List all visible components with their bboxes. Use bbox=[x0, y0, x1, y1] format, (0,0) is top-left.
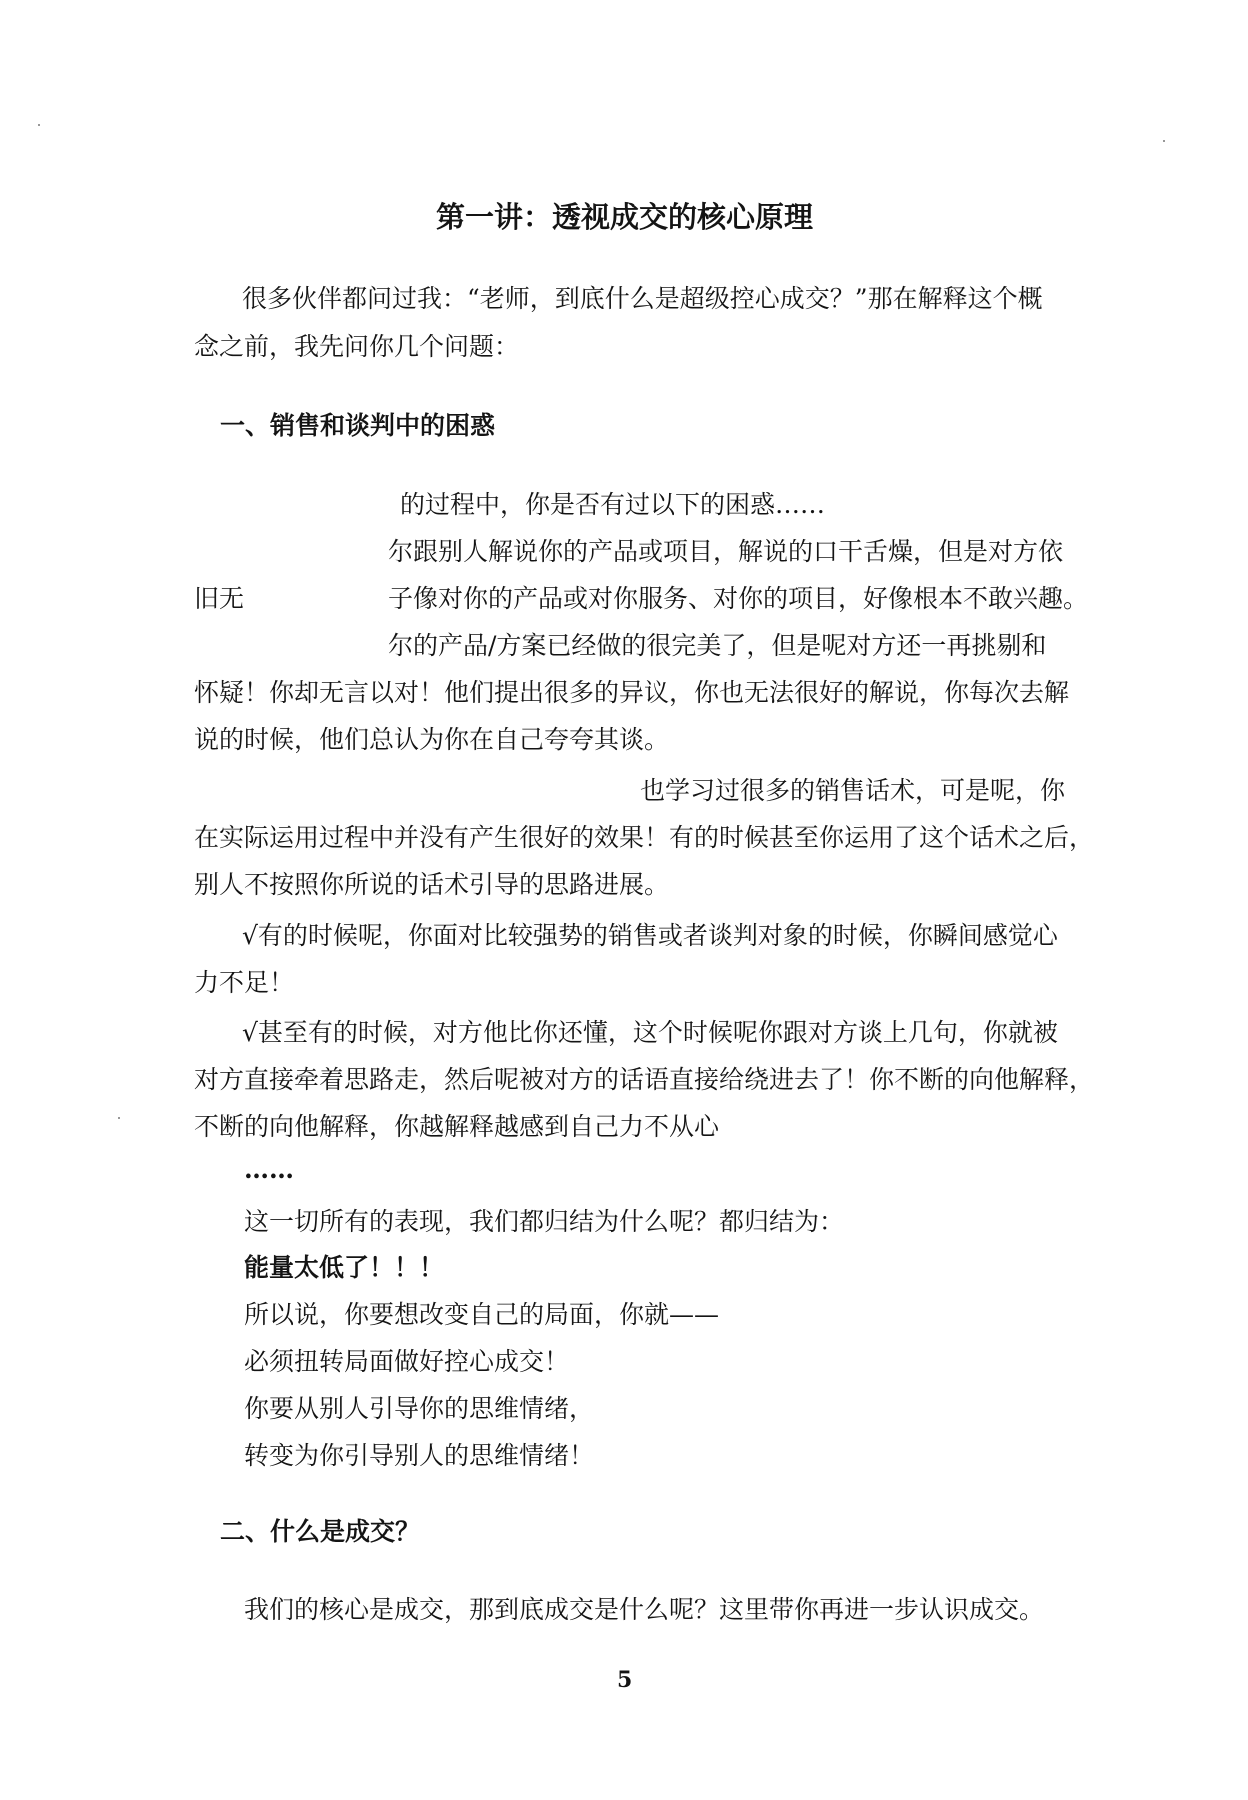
section-heading-confusions: 一、销售和谈判中的困惑 bbox=[220, 411, 496, 440]
confusion-line-3-right: 子像对你的产品或对你服务、对你的项目，好像根本不敢兴趣。 bbox=[388, 584, 1089, 613]
confusion-line-7: 也学习过很多的销售话术，可是呢，你 bbox=[640, 776, 1066, 805]
scan-speck bbox=[38, 124, 40, 126]
confusion-line-10: √有的时候呢，你面对比较强势的销售或者谈判对象的时候，你瞬间感觉心 bbox=[242, 921, 1058, 950]
confusion-line-8: 在实际运用过程中并没有产生很好的效果！有的时候甚至你运用了这个话术之后， bbox=[194, 823, 1095, 852]
summary-line-2: 所以说，你要想改变自己的局面，你就—— bbox=[244, 1300, 720, 1329]
section-heading-what-is-deal: 二、什么是成交？ bbox=[220, 1517, 421, 1546]
confusion-line-4: 尔的产品/方案已经做的很完美了，但是呢对方还一再挑剔和 bbox=[388, 631, 1047, 660]
confusion-line-5: 怀疑！你却无言以对！他们提出很多的异议，你也无法很好的解说，你每次去解 bbox=[194, 678, 1070, 707]
summary-line-4: 你要从别人引导你的思维情绪， bbox=[244, 1394, 595, 1423]
confusion-line-11: 力不足！ bbox=[194, 968, 295, 997]
scan-speck bbox=[118, 1117, 120, 1119]
confusion-line-14: 不断的向他解释，你越解释越感到自己力不从心 bbox=[194, 1112, 720, 1141]
summary-line-1: 这一切所有的表现，我们都归结为什么呢？都归结为： bbox=[244, 1207, 845, 1236]
confusion-line-6: 说的时候，他们总认为你在自己夸夸其谈。 bbox=[194, 725, 670, 754]
page-number: 5 bbox=[617, 1667, 633, 1693]
ellipsis: …… bbox=[244, 1155, 294, 1184]
summary-line-5: 转变为你引导别人的思维情绪！ bbox=[244, 1441, 595, 1470]
confusion-line-3-left: 旧无 bbox=[194, 584, 245, 613]
summary-emphasis: 能量太低了！！！ bbox=[244, 1253, 445, 1282]
confusion-line-2: 尔跟别人解说你的产品或项目，解说的口干舌燥，但是对方依 bbox=[388, 537, 1064, 566]
page-title: 第一讲：透视成交的核心原理 bbox=[436, 200, 814, 234]
intro-line-2: 念之前，我先问你几个问题： bbox=[194, 332, 520, 361]
intro-line-1: 很多伙伴都问过我：“老师，到底什么是超级控心成交？”那在解释这个概 bbox=[242, 284, 1043, 313]
scan-speck bbox=[1163, 140, 1165, 142]
section-2-text: 我们的核心是成交，那到底成交是什么呢？这里带你再进一步认识成交。 bbox=[244, 1595, 1045, 1624]
confusion-line-13: 对方直接牵着思路走，然后呢被对方的话语直接给绕进去了！你不断的向他解释， bbox=[194, 1065, 1095, 1094]
confusion-line-1: 的过程中，你是否有过以下的困惑…… bbox=[400, 490, 826, 519]
confusion-line-9: 别人不按照你所说的话术引导的思路进展。 bbox=[194, 870, 670, 899]
summary-line-3: 必须扭转局面做好控心成交！ bbox=[244, 1347, 570, 1376]
confusion-line-12: √甚至有的时候，对方他比你还懂，这个时候呢你跟对方谈上几句，你就被 bbox=[242, 1018, 1058, 1047]
